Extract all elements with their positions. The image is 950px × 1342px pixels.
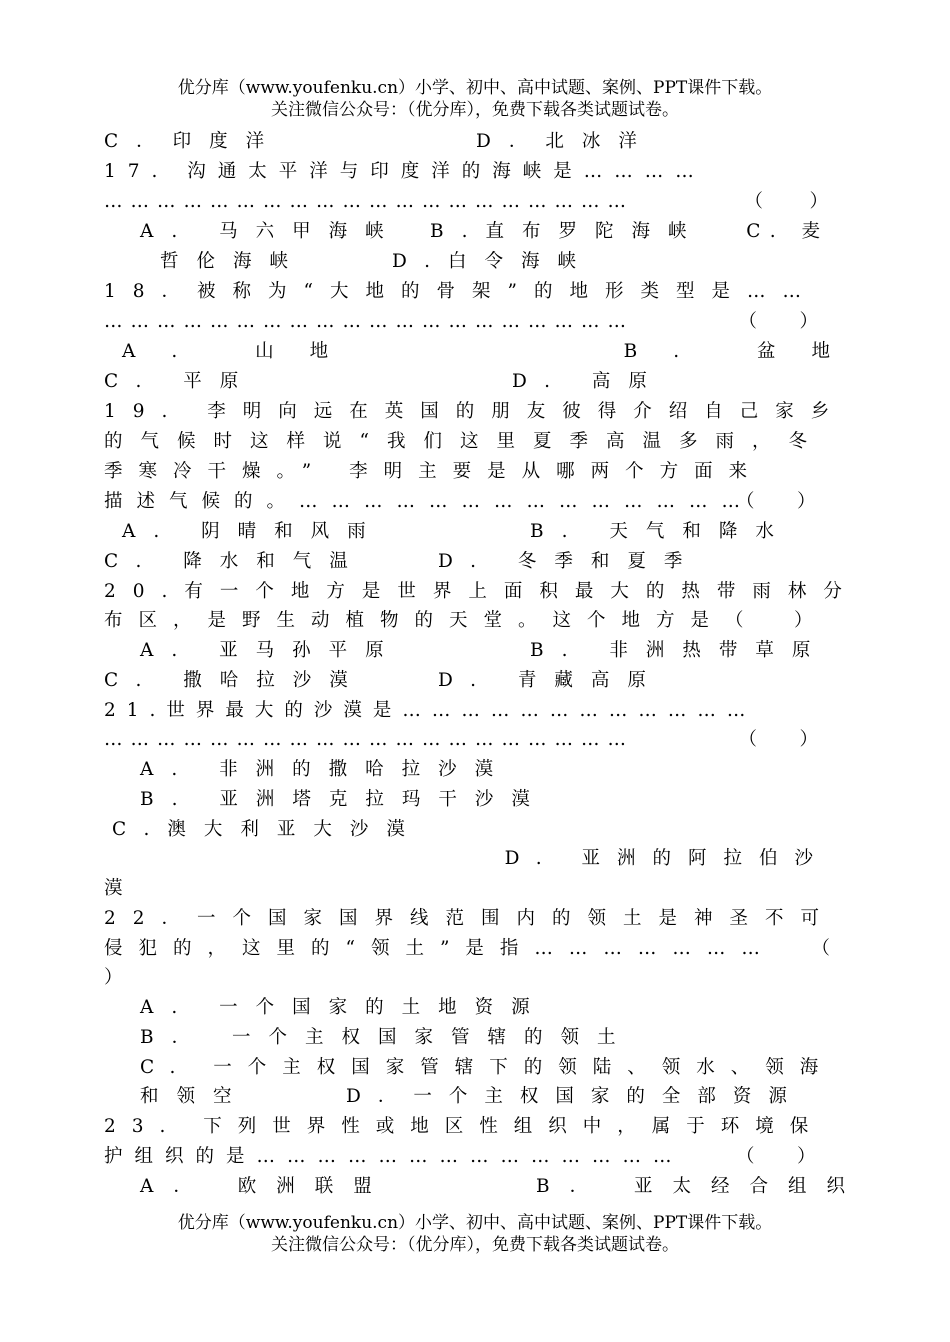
- q23-option-b: B． 亚太经合组织: [536, 1176, 865, 1197]
- q22-paren-close-row: [104, 963, 830, 993]
- q20-option-c: C. 撒哈拉沙漠: [104, 670, 366, 691]
- q18-options-row-2: [104, 367, 830, 397]
- q21-option-b-row: [104, 785, 830, 815]
- q21-option-d: D. 亚洲的阿拉伯沙: [504, 848, 830, 869]
- q16-option-c: C．印度洋: [104, 131, 283, 152]
- q21-option-d-cont: 漠: [104, 878, 123, 899]
- q20-line-2: 布区，是野生动植物的天堂。这个地方是（ ）: [104, 610, 829, 631]
- q17-dots: ……………………………………………………: [104, 191, 634, 212]
- q22-paren-open: （: [811, 938, 830, 959]
- q20-options-row-2: [104, 666, 830, 696]
- q17-option-b: B.直布罗陀海峡: [430, 221, 705, 242]
- q23-line-1: 23. 下列世界性或地区性组织中，属于环境保: [104, 1116, 825, 1137]
- q17-options-row-1: [104, 217, 830, 247]
- q18-dots-row: [104, 307, 830, 337]
- q17-dots-row: [104, 187, 842, 217]
- q19-line-4-row: [104, 487, 830, 517]
- q17-option-c-cont: 哲伦海峡: [160, 251, 307, 272]
- q22-line-2-row: [104, 934, 830, 964]
- q19-line-1: 19. 李明向远在英国的朋友彼得介绍自己家乡: [104, 401, 847, 422]
- q21-dots: ……………………………………………………: [104, 729, 634, 750]
- q22-option-b-row: [104, 1023, 830, 1053]
- q21-option-d-row: [104, 844, 830, 874]
- q19-line-4: 描述气候的。……………………………………: [104, 491, 755, 512]
- q22-option-a: A. 一个国家的土地资源: [140, 997, 548, 1018]
- q17-answer-paren: （ ）: [744, 191, 842, 212]
- q21-option-c: C.澳大利亚大沙漠: [112, 819, 423, 840]
- q19-line-2: 的气候时这样说“我们这里夏季高温多雨，冬: [104, 431, 825, 452]
- q22-option-c-row: [104, 1053, 835, 1083]
- q22-option-cd-row: [104, 1082, 830, 1112]
- q22-option-c: C. 一个主权国家管辖下的领陆、领水、领海: [140, 1057, 835, 1078]
- q23-options-row: [104, 1172, 865, 1202]
- q22-option-c-cont: 和领空: [140, 1086, 250, 1107]
- footer-line-1: 优分库（www.youfenku.cn）小学、初中、高中试题、案例、PPT课件下载。: [177, 1213, 773, 1233]
- q18-dots: ……………………………………………………: [104, 311, 634, 332]
- q16-option-d: D．北冰洋: [476, 131, 655, 152]
- q23-line-2-row: [104, 1142, 830, 1172]
- header-line-2: 关注微信公众号：（优分库），免费下载各类试题试卷。: [271, 100, 679, 120]
- q19-option-c: C. 降水和气温: [104, 551, 366, 572]
- q21-option-a-row: [104, 755, 830, 785]
- q17-option-a: A. 马六甲海峡: [140, 221, 402, 242]
- q21-option-a: A. 非洲的撒哈拉沙漠: [140, 759, 512, 780]
- q18-option-d: D. 高原: [512, 371, 665, 392]
- q22-paren-close: ）: [104, 967, 123, 988]
- q22-line-2: 侵犯的，这里的“领土”是指…………………: [104, 938, 776, 959]
- q18-stem: 18．被称为“大地的骨架”的地形类型是……: [104, 281, 818, 302]
- q21-stem: 21.世界最大的沙漠是………………………………: [104, 700, 757, 721]
- q17-stem: 17. 沟通太平洋与印度洋的海峡是…………: [104, 161, 706, 182]
- q21-option-b: B. 亚洲塔克拉玛干沙漠: [140, 789, 548, 810]
- q20-line-1: 20.有一个地方是世界上面积最大的热带雨林分: [104, 581, 859, 602]
- q18-option-b: B. 盆地: [623, 341, 866, 362]
- q23-option-a: A． 欧洲联盟: [140, 1176, 392, 1197]
- q18-options-row-1: [104, 337, 866, 367]
- q20-option-b: B. 非洲热带草原: [530, 640, 829, 661]
- q22-option-d: D．一个主权国家的全部资源: [346, 1086, 804, 1107]
- q16-options-row: [104, 127, 830, 157]
- q18-option-a: A. 山地: [122, 341, 365, 362]
- q20-options-row-1: [104, 636, 830, 666]
- header-line-1: 优分库（www.youfenku.cn）小学、初中、高中试题、案例、PPT课件下载。: [177, 78, 773, 98]
- footer-line-2: 关注微信公众号：（优分库），免费下载各类试题试卷。: [271, 1235, 679, 1255]
- q22-line-1: 22．一个国家国界线范围内的领土是神圣不可: [104, 908, 837, 929]
- q22-option-b: B． 一个主权国家管辖的领土: [140, 1027, 634, 1048]
- q20-option-d: D. 青藏高原: [438, 670, 664, 691]
- q19-option-d: D. 冬季和夏季: [438, 551, 701, 572]
- q19-option-b: B. 天气和降水: [530, 521, 792, 542]
- q17-option-d: D.白令海峡: [392, 251, 595, 272]
- q23-line-2: 护组织的是……………………………………: [104, 1146, 684, 1167]
- q19-answer-paren: （ ）: [736, 491, 828, 512]
- q21-option-c-row: [104, 815, 830, 845]
- q22-option-a-row: [104, 993, 830, 1023]
- q17-option-c: C. 麦: [746, 221, 830, 242]
- q21-answer-paren: （ ）: [738, 729, 830, 750]
- q19-options-row-1: [104, 517, 830, 547]
- q19-option-a: A. 阴晴和风雨: [122, 521, 384, 542]
- q21-dots-row: [104, 725, 830, 755]
- q19-options-row-2: [104, 547, 830, 577]
- q21-option-d-cont-row: [104, 874, 830, 904]
- q23-answer-paren: （ ）: [736, 1146, 828, 1167]
- q18-option-c: C. 平原: [104, 371, 257, 392]
- q19-line-3: 季寒冷干燥。” 李明主要是从哪两个方面来: [104, 461, 764, 482]
- q18-answer-paren: （ ）: [738, 311, 830, 332]
- q17-options-row-2: [104, 247, 830, 277]
- q20-option-a: A. 亚马孙平原: [140, 640, 402, 661]
